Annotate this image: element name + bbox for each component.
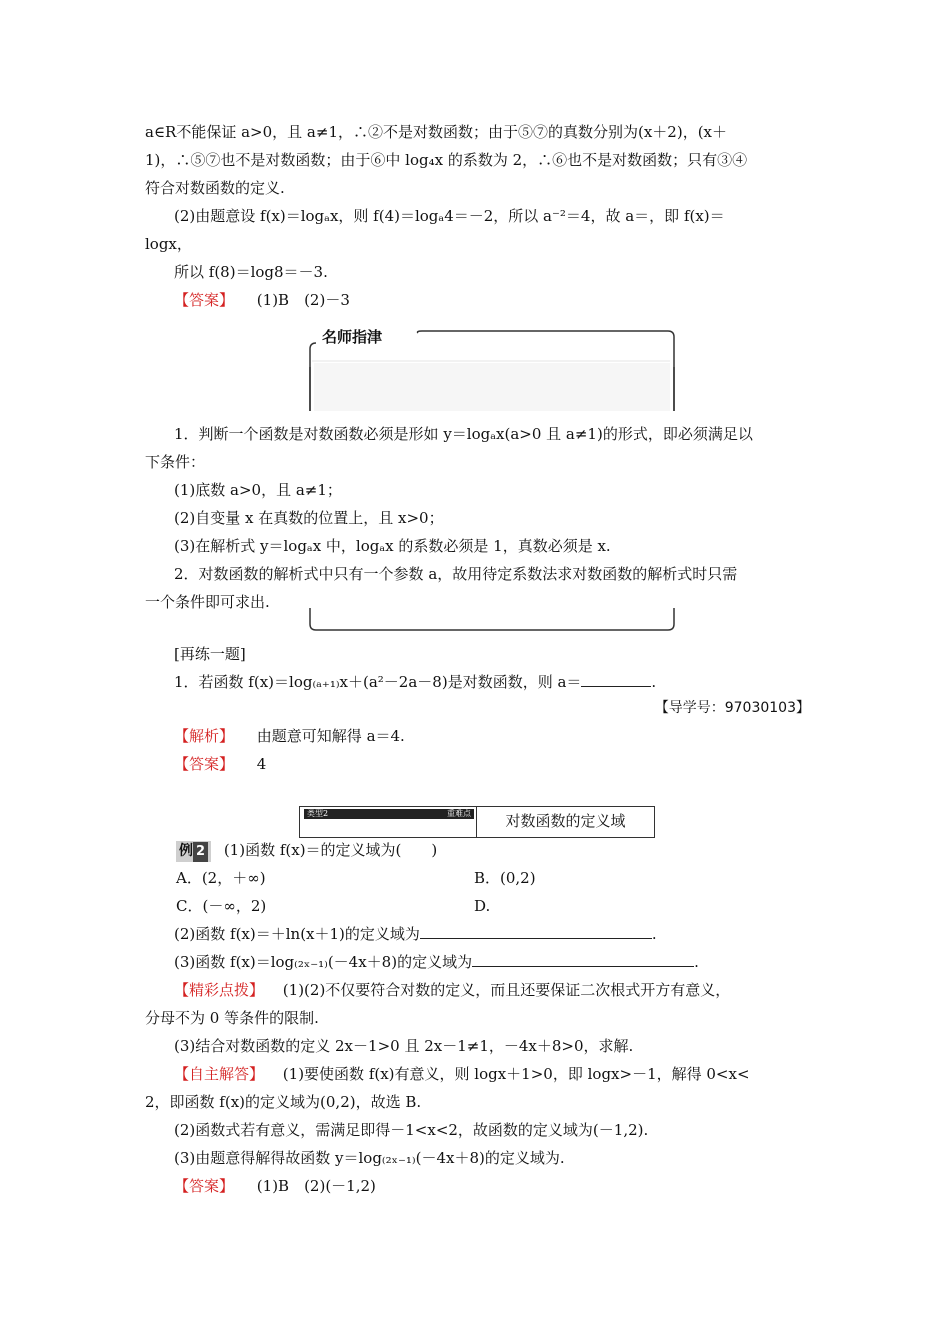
answer-blank <box>472 952 694 967</box>
self-solution-text-1: (1)要使函数 f(x)有意义，则 logx＋1>0，即 logx>－1，解得 0<x< <box>282 1065 750 1083</box>
self-solution-line-1 <box>174 1064 750 1084</box>
example-q1-text: (1)函数 f(x)＝的定义域为( ) <box>223 841 438 859</box>
tips-header-text: 名师指津 <box>322 328 383 346</box>
tips-p2-line1: 2．对数函数的解析式中只有一个参数 a，故用待定系数法求对数函数的解析式时只需 <box>174 565 738 583</box>
solution-line-2: 1)，∴⑤⑦也不是对数函数；由于⑥中 log₄x 的系数为 2，∴⑥也不是对数函数；只有③④ <box>145 151 748 169</box>
tips-header <box>322 327 382 347</box>
answer-1 <box>174 290 350 310</box>
tips-condition-2: (2)自变量 x 在真数的位置上，且 x>0； <box>174 509 444 527</box>
type-tag-bar <box>304 809 474 819</box>
tips-frame-bottom <box>308 606 676 634</box>
self-solution-line-2: 2，即函数 f(x)的定义域为(0,2)，故选 B. <box>145 1093 422 1111</box>
answer-text: 4 <box>256 755 267 773</box>
solution-line-5: logx， <box>145 235 192 253</box>
solution-line-3: 符合对数函数的定义. <box>145 179 285 197</box>
answer-text: (1)B (2)－3 <box>256 291 350 309</box>
example-question-3 <box>174 952 699 972</box>
solution-label: 【解析】 <box>174 727 235 745</box>
type-tag-right: 重难点 <box>447 809 471 818</box>
option-b: B．(0,2) <box>474 869 536 887</box>
tips-condition-3: (3)在解析式 y＝logₐx 中，logₐx 的系数必须是 1，真数必须是 x. <box>174 537 611 555</box>
example-q3-end: . <box>694 953 699 971</box>
type-title: 对数函数的定义域 <box>476 807 654 837</box>
practice-question-1 <box>174 672 656 692</box>
tips-p1-line1: 1．判断一个函数是对数函数必须是形如 y＝logₐx(a>0 且 a≠1)的形式，即必须满足以 <box>174 425 753 443</box>
solution-line-1: a∈R不能保证 a>0，且 a≠1，∴②不是对数函数；由于⑤⑦的真数分别为(x＋2)，(x＋ <box>145 123 728 141</box>
practice-q1-text: 1．若函数 f(x)＝log₍ₐ₊₁₎x＋(a²－2a－8)是对数函数，则 a＝ <box>174 673 582 691</box>
type-tag-left: 类型2 <box>307 809 329 818</box>
self-solution-line-3: (2)函数式若有意义，需满足即得－1<x<2，故函数的定义域为(－1,2). <box>174 1121 649 1139</box>
example-question-1 <box>176 840 437 862</box>
type-header <box>299 806 655 838</box>
hint-text-1: (1)(2)不仅要符合对数的定义，而且还要保证二次根式开方有意义， <box>282 981 731 999</box>
practice-answer <box>174 754 266 774</box>
hint-line-2: 分母不为 0 等条件的限制. <box>145 1009 319 1027</box>
example-badge-text: 例 <box>179 843 193 859</box>
tips-p1-line2: 下条件： <box>145 453 206 471</box>
example-q2-text: (2)函数 f(x)＝＋ln(x＋1)的定义域为 <box>174 925 420 943</box>
answer-label: 【答案】 <box>174 755 235 773</box>
hint-line-3: (3)结合对数函数的定义 2x－1>0 且 2x－1≠1，－4x＋8>0，求解. <box>174 1037 634 1055</box>
example-answer <box>174 1176 376 1196</box>
answer-label: 【答案】 <box>174 291 235 309</box>
hint-label: 【精彩点拨】 <box>174 981 265 999</box>
solution-line-6: 所以 f(8)＝log8＝－3. <box>174 263 328 281</box>
answer-blank <box>420 924 652 939</box>
answer-text: (1)B (2)(－1,2) <box>256 1177 376 1195</box>
example-badge <box>176 841 211 862</box>
tips-frame-top <box>308 327 676 413</box>
solution-line-4: (2)由题意设 f(x)＝logₐx，则 f(4)＝logₐ4＝－2，所以 a⁻²＝4，故 a＝，即 f(x)＝ <box>174 207 725 225</box>
practice-q1-end: . <box>651 673 657 691</box>
option-d: D. <box>474 897 491 915</box>
example-q2-end: . <box>651 925 657 943</box>
hint-line-1 <box>174 980 730 1000</box>
guide-number: 【导学号：97030103】 <box>654 700 810 716</box>
self-solution-label: 【自主解答】 <box>174 1065 265 1083</box>
solution-text: 由题意可知解得 a＝4. <box>256 727 405 745</box>
self-solution-line-4: (3)由题意得解得故函数 y＝log₍₂ₓ₋₁₎(－4x＋8)的定义域为. <box>174 1149 565 1167</box>
example-q3-text: (3)函数 f(x)＝log₍₂ₓ₋₁₎(－4x＋8)的定义域为 <box>174 953 473 971</box>
tips-condition-1: (1)底数 a>0，且 a≠1； <box>174 481 342 499</box>
practice-solution <box>174 726 405 746</box>
practice-title: [再练一题] <box>174 645 246 663</box>
answer-label: 【答案】 <box>174 1177 235 1195</box>
answer-blank <box>581 672 651 687</box>
option-a: A．(2，＋∞) <box>176 869 266 887</box>
example-number: 2 <box>193 842 208 862</box>
example-question-2 <box>174 924 657 944</box>
tips-p2-line2: 一个条件即可求出. <box>145 593 270 611</box>
option-c: C．(－∞，2) <box>176 897 267 915</box>
